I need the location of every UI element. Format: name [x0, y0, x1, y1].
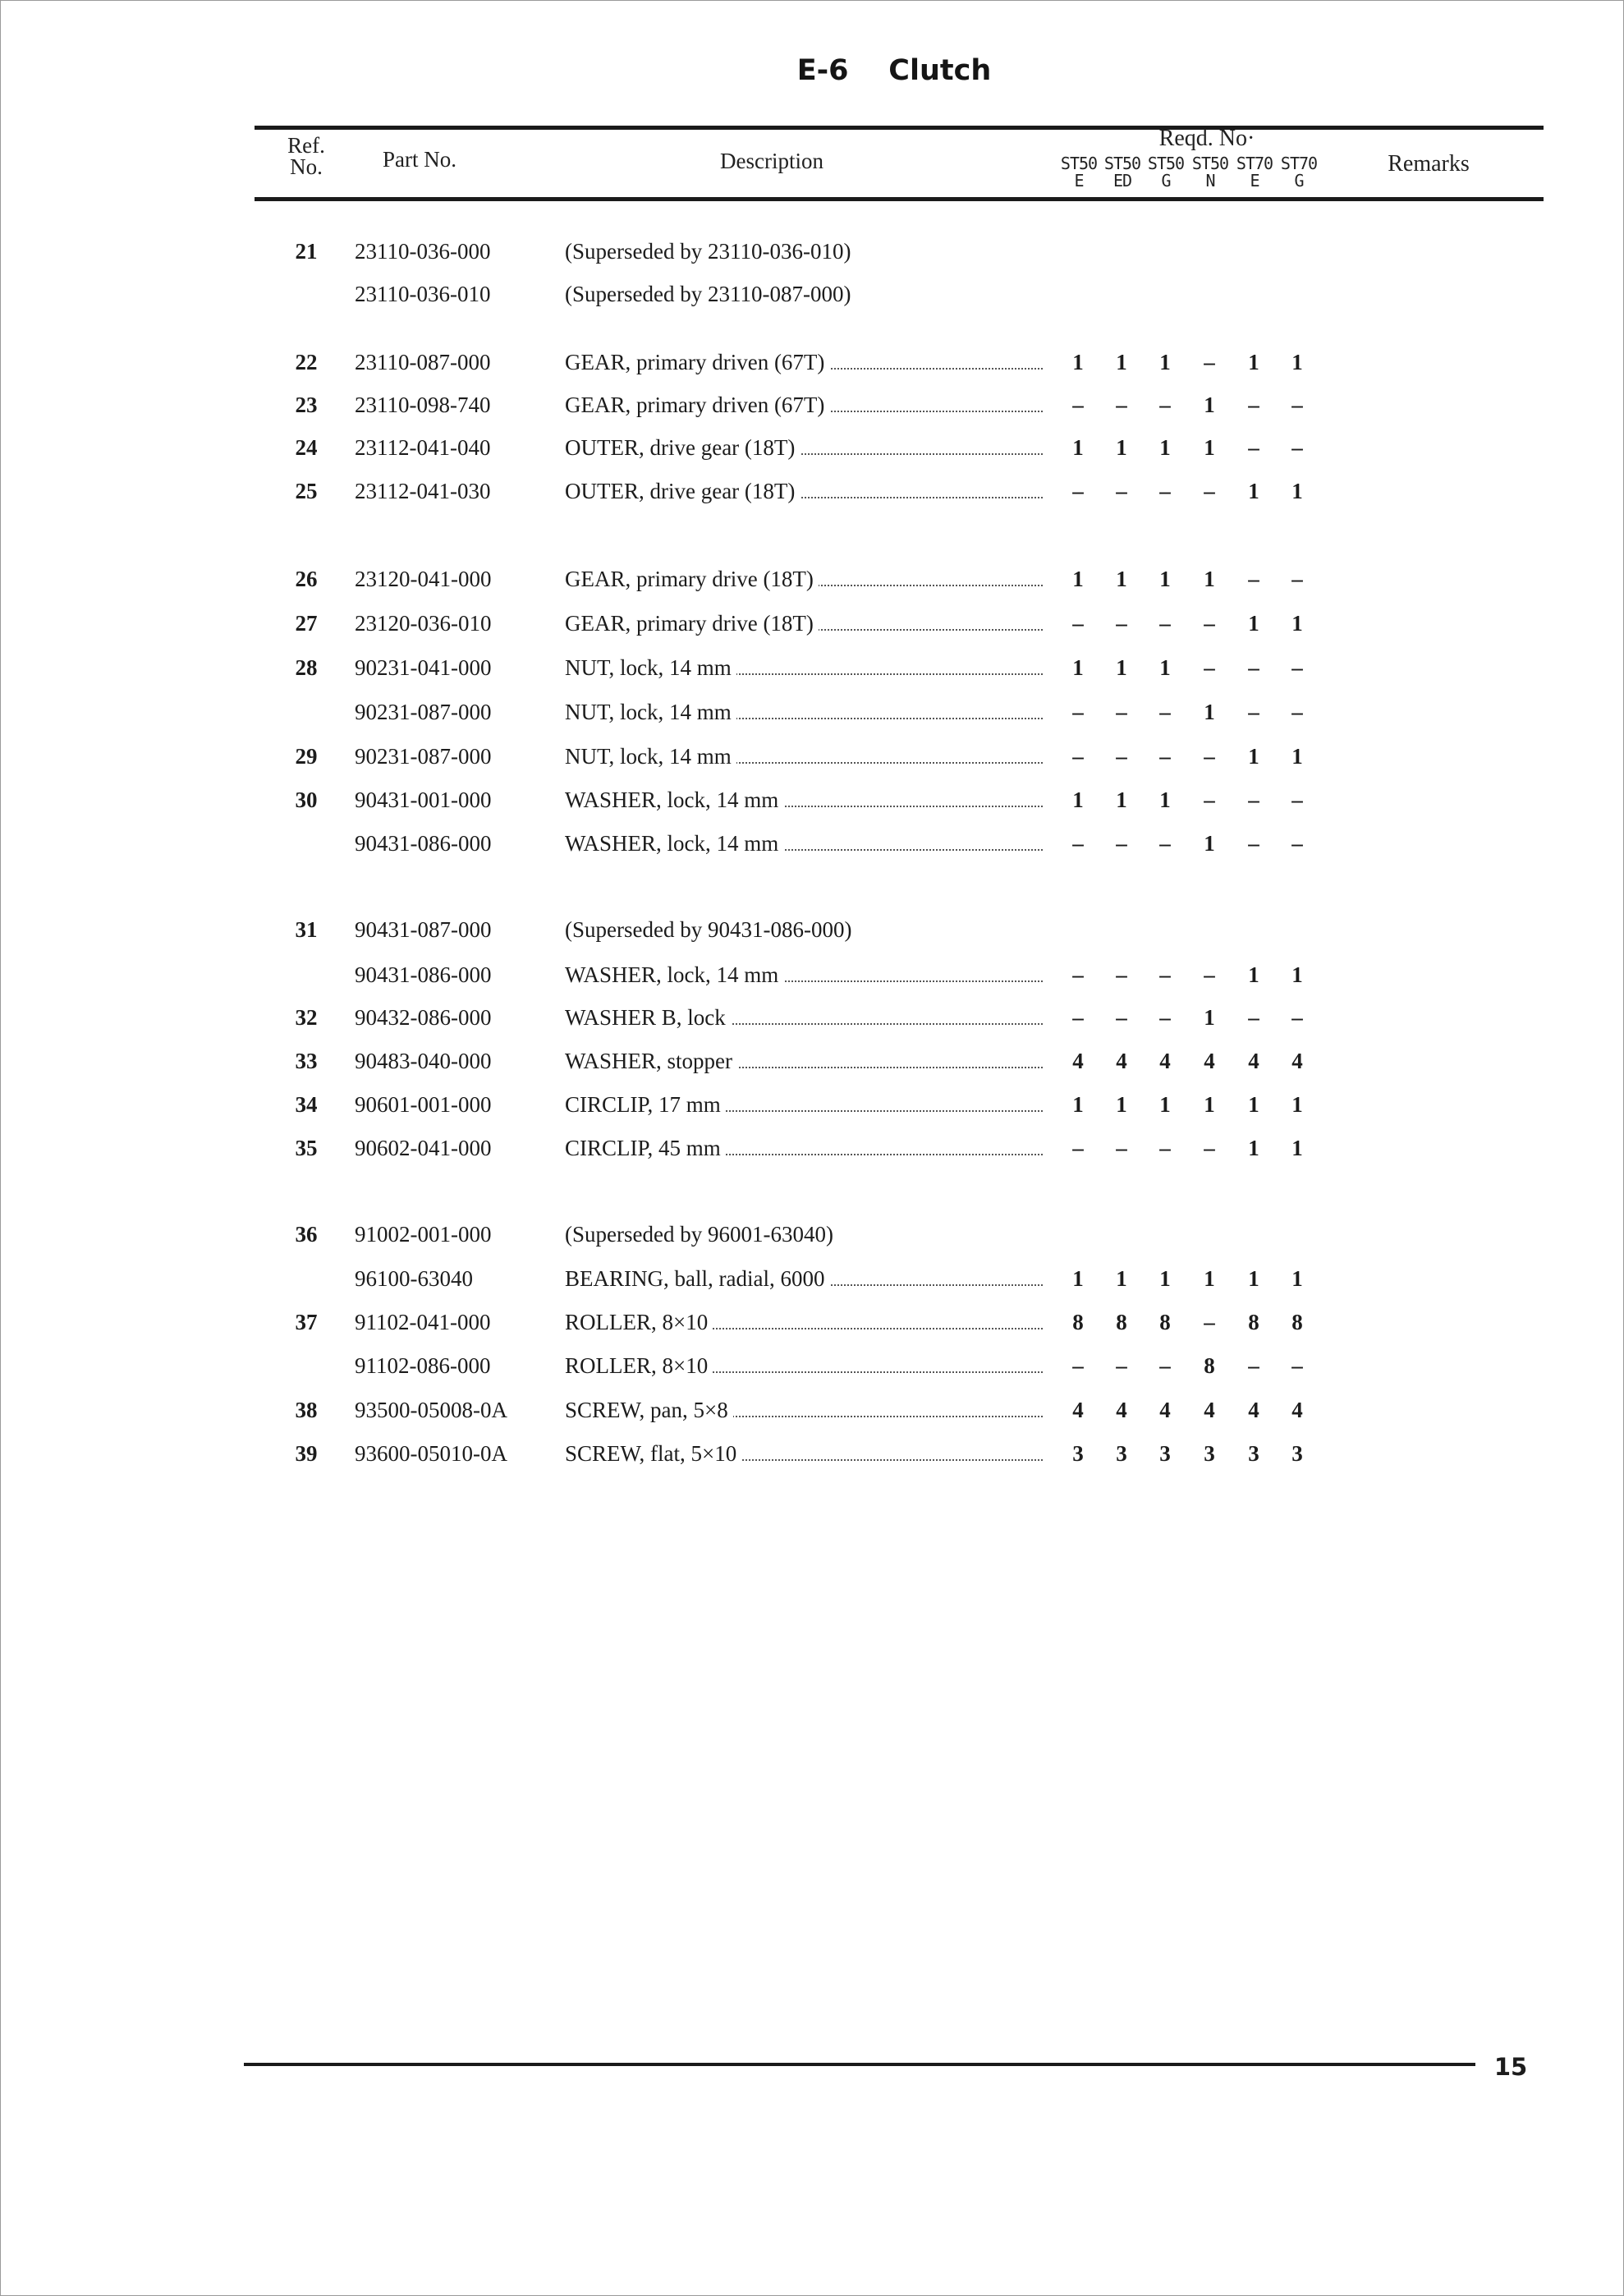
qty-cell: 8 — [1204, 1353, 1215, 1378]
qty-cell: – — [1291, 567, 1303, 591]
qty-cell: – — [1248, 567, 1259, 591]
ref-no-cell: 29 — [295, 744, 318, 769]
qty-cell: – — [1072, 1005, 1084, 1030]
ref-no-cell: 32 — [295, 1005, 318, 1030]
qty-cell: – — [1072, 479, 1084, 503]
ref-no-cell: 35 — [295, 1136, 318, 1160]
description-text: WASHER, lock, 14 mm — [565, 788, 783, 812]
table-row — [0, 961, 1624, 990]
qty-cell: – — [1116, 393, 1127, 417]
description-text: WASHER, lock, 14 mm — [565, 962, 783, 987]
qty-cell: 1 — [1116, 1092, 1127, 1117]
part-no-cell: 91102-086-000 — [355, 1353, 491, 1378]
ref-no-header-line2: No. — [290, 154, 323, 179]
part-no-cell: 96100-63040 — [355, 1266, 473, 1291]
qty-cell: 8 — [1072, 1310, 1084, 1334]
qty-cell: – — [1116, 744, 1127, 769]
qty-cell: 1 — [1291, 350, 1303, 374]
description-text: SCREW, flat, 5×10 — [565, 1441, 741, 1466]
description-text: WASHER B, lock — [565, 1005, 731, 1030]
qty-cell: 1 — [1291, 1266, 1303, 1291]
ref-no-header-line1: Ref. — [287, 133, 325, 158]
part-no-cell: 90431-087-000 — [355, 917, 492, 942]
part-no-cell: 90431-086-000 — [355, 962, 492, 987]
table-row — [0, 1134, 1624, 1164]
description-text: ROLLER, 8×10 — [565, 1310, 713, 1334]
remarks-header: Remarks — [1388, 151, 1470, 177]
qty-cell: 1 — [1072, 788, 1084, 812]
part-no-cell: 90602-041-000 — [355, 1136, 492, 1160]
qty-cell: – — [1116, 1005, 1127, 1030]
description-cell — [565, 1308, 1043, 1336]
model-header: ST50 ED — [1103, 154, 1141, 191]
table-row — [0, 1003, 1624, 1033]
qty-cell: – — [1291, 435, 1303, 460]
qty-cell: – — [1072, 611, 1084, 636]
table-row — [0, 477, 1624, 507]
description-cell — [565, 565, 1043, 593]
ref-no-cell: 33 — [295, 1049, 318, 1073]
table-row — [0, 1440, 1624, 1469]
ref-no-cell: 22 — [295, 350, 318, 374]
description-text: (Superseded by 90431-086-000) — [565, 917, 856, 942]
part-no-cell: 23120-041-000 — [355, 567, 492, 591]
description-cell — [565, 280, 1041, 308]
table-row — [0, 609, 1624, 639]
description-text: NUT, lock, 14 mm — [565, 655, 736, 680]
qty-cell: – — [1248, 831, 1259, 856]
description-cell — [565, 1352, 1043, 1380]
description-text: (Superseded by 23110-036-010) — [565, 239, 856, 264]
ref-no-cell: 38 — [295, 1398, 318, 1422]
ref-no-cell: 24 — [295, 435, 318, 460]
part-no-cell: 91002-001-000 — [355, 1222, 492, 1247]
qty-cell: – — [1116, 1353, 1127, 1378]
qty-cell: 1 — [1248, 611, 1259, 636]
ref-no-cell: 39 — [295, 1441, 318, 1466]
qty-cell: – — [1159, 744, 1171, 769]
qty-cell: – — [1291, 700, 1303, 724]
part-no-cell: 91102-041-000 — [355, 1310, 491, 1334]
qty-cell: 1 — [1291, 1136, 1303, 1160]
qty-cell: – — [1291, 788, 1303, 812]
qty-cell: – — [1291, 1353, 1303, 1378]
description-text: BEARING, ball, radial, 6000 — [565, 1266, 829, 1291]
table-row — [0, 654, 1624, 683]
qty-cell: 1 — [1204, 831, 1215, 856]
reqd-no-header: Reqd. No· — [1158, 126, 1255, 151]
qty-cell: – — [1072, 744, 1084, 769]
qty-cell: – — [1204, 655, 1215, 680]
qty-cell: 1 — [1116, 435, 1127, 460]
table-row — [0, 1047, 1624, 1077]
part-no-cell: 90231-041-000 — [355, 655, 492, 680]
part-no-cell: 23110-087-000 — [355, 350, 491, 374]
footer-rule — [244, 2063, 1475, 2066]
description-text: NUT, lock, 14 mm — [565, 744, 736, 769]
description-cell — [565, 1220, 1041, 1248]
qty-cell: 1 — [1248, 1136, 1259, 1160]
qty-cell: – — [1116, 700, 1127, 724]
qty-cell: – — [1248, 788, 1259, 812]
ref-no-cell: 21 — [295, 239, 318, 264]
table-row — [0, 434, 1624, 463]
qty-cell: 1 — [1291, 1092, 1303, 1117]
ref-no-cell: 27 — [295, 611, 318, 636]
qty-cell: 4 — [1072, 1398, 1084, 1422]
qty-cell: 3 — [1291, 1441, 1303, 1466]
description-text: OUTER, drive gear (18T) — [565, 479, 800, 503]
description-cell — [565, 1091, 1043, 1118]
qty-cell: 4 — [1116, 1049, 1127, 1073]
qty-cell: 1 — [1291, 611, 1303, 636]
qty-cell: 1 — [1116, 1266, 1127, 1291]
qty-cell: 1 — [1159, 1266, 1171, 1291]
description-text: GEAR, primary driven (67T) — [565, 393, 829, 417]
qty-cell: – — [1159, 1005, 1171, 1030]
part-no-cell: 90432-086-000 — [355, 1005, 492, 1030]
qty-cell: – — [1204, 350, 1215, 374]
description-cell — [565, 742, 1043, 770]
qty-cell: 1 — [1248, 479, 1259, 503]
qty-cell: 1 — [1248, 1092, 1259, 1117]
description-text: SCREW, pan, 5×8 — [565, 1398, 733, 1422]
qty-cell: – — [1159, 611, 1171, 636]
qty-cell: – — [1159, 1136, 1171, 1160]
part-no-cell: 90231-087-000 — [355, 700, 492, 724]
qty-cell: – — [1072, 700, 1084, 724]
qty-cell: 4 — [1248, 1049, 1259, 1073]
qty-cell: – — [1159, 393, 1171, 417]
qty-cell: – — [1248, 435, 1259, 460]
part-no-cell: 23120-036-010 — [355, 611, 492, 636]
ref-no-cell: 28 — [295, 655, 318, 680]
ref-no-cell: 37 — [295, 1310, 318, 1334]
qty-cell: 1 — [1159, 1092, 1171, 1117]
qty-cell: 4 — [1204, 1398, 1215, 1422]
ref-no-cell: 26 — [295, 567, 318, 591]
qty-cell: 1 — [1204, 1005, 1215, 1030]
qty-cell: – — [1204, 744, 1215, 769]
description-text: CIRCLIP, 45 mm — [565, 1136, 726, 1160]
qty-cell: – — [1072, 1353, 1084, 1378]
qty-cell: – — [1204, 479, 1215, 503]
qty-cell: – — [1204, 1136, 1215, 1160]
qty-cell: – — [1116, 831, 1127, 856]
qty-cell: 1 — [1072, 435, 1084, 460]
part-no-cell: 23112-041-040 — [355, 435, 491, 460]
qty-cell: – — [1248, 700, 1259, 724]
description-cell — [565, 1003, 1043, 1031]
qty-cell: 1 — [1204, 1092, 1215, 1117]
description-cell — [565, 786, 1043, 814]
qty-cell: 1 — [1291, 962, 1303, 987]
qty-cell: – — [1072, 962, 1084, 987]
qty-cell: – — [1204, 962, 1215, 987]
qty-cell: 1 — [1248, 744, 1259, 769]
qty-cell: 8 — [1116, 1310, 1127, 1334]
description-text: WASHER, lock, 14 mm — [565, 831, 783, 856]
qty-cell: 4 — [1159, 1398, 1171, 1422]
description-cell — [565, 348, 1043, 376]
qty-cell: – — [1116, 479, 1127, 503]
description-cell — [565, 1265, 1043, 1293]
table-row — [0, 698, 1624, 728]
table-row — [0, 916, 1624, 945]
qty-cell: – — [1072, 1136, 1084, 1160]
qty-cell: – — [1159, 962, 1171, 987]
ref-no-cell: 34 — [295, 1092, 318, 1117]
description-text: GEAR, primary drive (18T) — [565, 567, 819, 591]
description-cell — [565, 961, 1043, 989]
table-row — [0, 391, 1624, 420]
table-row — [0, 565, 1624, 595]
description-header: Description — [720, 149, 823, 173]
description-cell — [565, 1047, 1043, 1075]
qty-cell: – — [1248, 1005, 1259, 1030]
qty-cell: 1 — [1116, 350, 1127, 374]
description-text: NUT, lock, 14 mm — [565, 700, 736, 724]
qty-cell: – — [1116, 1136, 1127, 1160]
header-bottom-rule — [255, 197, 1544, 201]
qty-cell: 1 — [1116, 567, 1127, 591]
part-no-cell: 90483-040-000 — [355, 1049, 492, 1073]
qty-cell: 1 — [1159, 350, 1171, 374]
qty-cell: 1 — [1204, 700, 1215, 724]
description-cell — [565, 1134, 1043, 1162]
part-no-cell: 93500-05008-0A — [355, 1398, 507, 1422]
description-text: (Superseded by 23110-087-000) — [565, 282, 856, 306]
part-no-cell: 90431-086-000 — [355, 831, 492, 856]
table-row — [0, 742, 1624, 772]
qty-cell: – — [1072, 393, 1084, 417]
qty-cell: 1 — [1072, 655, 1084, 680]
qty-cell: 1 — [1072, 350, 1084, 374]
qty-cell: – — [1291, 831, 1303, 856]
ref-no-cell: 36 — [295, 1222, 318, 1247]
description-cell — [565, 1440, 1043, 1467]
qty-cell: 1 — [1159, 788, 1171, 812]
qty-cell: 3 — [1072, 1441, 1084, 1466]
description-text: OUTER, drive gear (18T) — [565, 435, 800, 460]
table-row — [0, 348, 1624, 378]
table-row — [0, 786, 1624, 815]
qty-cell: – — [1291, 393, 1303, 417]
qty-cell: – — [1291, 1005, 1303, 1030]
part-no-cell: 23110-098-740 — [355, 393, 491, 417]
qty-cell: 1 — [1072, 1266, 1084, 1291]
table-row — [0, 1308, 1624, 1338]
part-no-cell: 90601-001-000 — [355, 1092, 492, 1117]
description-text: CIRCLIP, 17 mm — [565, 1092, 726, 1117]
qty-cell: 3 — [1159, 1441, 1171, 1466]
table-row — [0, 280, 1624, 310]
qty-cell: 1 — [1204, 1266, 1215, 1291]
qty-cell: 1 — [1072, 1092, 1084, 1117]
description-cell — [565, 654, 1043, 682]
model-header: ST70 E — [1236, 154, 1273, 191]
qty-cell: 1 — [1291, 744, 1303, 769]
table-row — [0, 829, 1624, 859]
qty-cell: 1 — [1116, 788, 1127, 812]
description-text: WASHER, stopper — [565, 1049, 737, 1073]
qty-cell: – — [1159, 700, 1171, 724]
qty-cell: 4 — [1291, 1049, 1303, 1073]
part-no-cell: 90431-001-000 — [355, 788, 492, 812]
qty-cell: 8 — [1159, 1310, 1171, 1334]
table-row — [0, 1265, 1624, 1294]
qty-cell: 1 — [1248, 962, 1259, 987]
qty-cell: 1 — [1248, 350, 1259, 374]
part-no-cell: 23112-041-030 — [355, 479, 491, 503]
part-no-header: Part No. — [383, 147, 456, 172]
model-header: ST70 G — [1280, 154, 1318, 191]
qty-cell: 3 — [1116, 1441, 1127, 1466]
table-row — [0, 1352, 1624, 1381]
model-header: ST50 N — [1191, 154, 1229, 191]
qty-cell: 8 — [1291, 1310, 1303, 1334]
qty-cell: 4 — [1291, 1398, 1303, 1422]
description-cell — [565, 609, 1043, 637]
qty-cell: 4 — [1159, 1049, 1171, 1073]
qty-cell: – — [1072, 831, 1084, 856]
table-row — [0, 1220, 1624, 1250]
qty-cell: 1 — [1248, 1266, 1259, 1291]
description-cell — [565, 829, 1043, 857]
qty-cell: – — [1248, 1353, 1259, 1378]
ref-no-cell: 23 — [295, 393, 318, 417]
description-cell — [565, 237, 1041, 265]
qty-cell: 1 — [1159, 567, 1171, 591]
qty-cell: 1 — [1159, 435, 1171, 460]
qty-cell: 4 — [1116, 1398, 1127, 1422]
part-no-cell: 90231-087-000 — [355, 744, 492, 769]
qty-cell: – — [1159, 1353, 1171, 1378]
description-cell — [565, 916, 1041, 944]
qty-cell: – — [1116, 611, 1127, 636]
description-text: ROLLER, 8×10 — [565, 1353, 713, 1378]
qty-cell: – — [1159, 479, 1171, 503]
qty-cell: – — [1248, 655, 1259, 680]
qty-cell: 3 — [1248, 1441, 1259, 1466]
model-header: ST50 E — [1060, 154, 1098, 191]
qty-cell: – — [1204, 611, 1215, 636]
qty-cell: 1 — [1116, 655, 1127, 680]
part-no-cell: 93600-05010-0A — [355, 1441, 507, 1466]
qty-cell: – — [1291, 655, 1303, 680]
ref-no-cell: 25 — [295, 479, 318, 503]
qty-cell: 4 — [1204, 1049, 1215, 1073]
part-no-cell: 23110-036-010 — [355, 282, 491, 306]
qty-cell: 1 — [1159, 655, 1171, 680]
ref-no-cell: 30 — [295, 788, 318, 812]
page-number: 15 — [1493, 2053, 1528, 2081]
qty-cell: 4 — [1072, 1049, 1084, 1073]
qty-cell: 1 — [1204, 567, 1215, 591]
page-title: E-6 Clutch — [796, 54, 992, 87]
qty-cell: 1 — [1072, 567, 1084, 591]
description-cell — [565, 477, 1043, 505]
qty-cell: 4 — [1248, 1398, 1259, 1422]
table-row — [0, 237, 1624, 267]
qty-cell: 1 — [1204, 393, 1215, 417]
description-cell — [565, 434, 1043, 461]
header-top-rule — [255, 126, 1544, 130]
description-cell — [565, 698, 1043, 726]
ref-no-header — [282, 135, 331, 177]
qty-cell: – — [1248, 393, 1259, 417]
qty-cell: 1 — [1291, 479, 1303, 503]
model-header: ST50 G — [1147, 154, 1185, 191]
qty-cell: – — [1204, 788, 1215, 812]
qty-cell: – — [1116, 962, 1127, 987]
table-row — [0, 1091, 1624, 1120]
part-no-cell: 23110-036-000 — [355, 239, 491, 264]
qty-cell: – — [1159, 831, 1171, 856]
qty-cell: – — [1204, 1310, 1215, 1334]
description-text: GEAR, primary driven (67T) — [565, 350, 829, 374]
qty-cell: 3 — [1204, 1441, 1215, 1466]
table-row — [0, 1396, 1624, 1426]
description-cell — [565, 1396, 1043, 1424]
description-cell — [565, 391, 1043, 419]
description-text: GEAR, primary drive (18T) — [565, 611, 819, 636]
description-text: (Superseded by 96001-63040) — [565, 1222, 838, 1247]
qty-cell: 1 — [1204, 435, 1215, 460]
ref-no-cell: 31 — [295, 917, 318, 942]
qty-cell: 8 — [1248, 1310, 1259, 1334]
